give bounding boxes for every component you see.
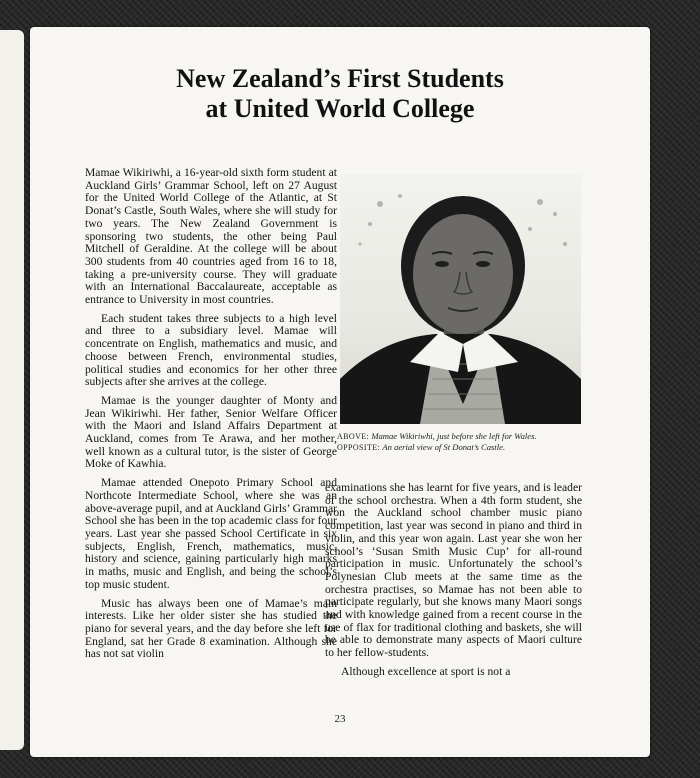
magazine-page xyxy=(30,27,650,757)
portrait-illustration xyxy=(340,174,581,424)
page-number: 23 xyxy=(334,713,346,725)
photo-caption xyxy=(337,431,587,453)
caption-opposite-label: OPPOSITE: xyxy=(337,443,381,452)
title-line-2: at United World College xyxy=(205,94,475,123)
previous-page-edge xyxy=(0,30,24,750)
title-line-1: New Zealand’s First Students xyxy=(176,64,504,93)
paragraph: Each student takes three subjects to a high level and three to a subsidiary level. Mamae will concentrate on English, mathematics and music, and choose between French, environmental studies, political studies and economics for her other three subjects after she arrives at the college. xyxy=(85,311,337,389)
paragraph: Music has always been one of Mamae’s main interests. Like her older sister she has studied the piano for several years, and the day before she left for England, sat her Grade 8 examination. Although she has not sat violin xyxy=(85,596,337,661)
right-column xyxy=(325,482,582,727)
paragraph: Mamae attended Onepoto Primary School and Northcote Intermediate School, where she was an above-average pupil, and at Auckland Girls’ Grammar School she has been in the top academic class for four years. Last year she passed School Certificate in six subjects, English, French, mathematics, music, history and science, gaining particularly high marks in maths, music and English, and being the school’s top music student. xyxy=(85,476,337,591)
left-column xyxy=(85,167,337,745)
caption-above-text: Mamae Wikiriwhi, just before she left for Wales. xyxy=(371,431,537,441)
portrait-photo xyxy=(340,174,581,424)
paragraph: Mamae Wikiriwhi, a 16-year-old sixth form student at Auckland Girls’ Grammar School, left on 27 August for the United World College of the Atlantic, at St Donat’s Castle, South Wales, where she will study for two years. The New Zealand Government is sponsoring two students, the other being Paul Mitchell of Geraldine. At the college will be about 300 students from 40 countries aged from 16 to 18, taking a pre-university course. They will graduate with an International Baccalaureate, acceptable as entrance to University in most countries. xyxy=(85,167,337,307)
caption-above-label: ABOVE: xyxy=(337,432,370,441)
paragraph: Mamae is the younger daughter of Monty and Jean Wikiriwhi. Her father, Senior Welfare Officer with the Maori and Island Affairs Department at Auckland, comes from Te Arawa, and her mother, well known as a cultural tutor, is the sister of George Moke of Kawhia. xyxy=(85,393,337,471)
article-title xyxy=(70,64,610,124)
caption-opposite-text: An aerial view of St Donat’s Castle. xyxy=(382,442,506,452)
paragraph: Although excellence at sport is not a xyxy=(341,664,511,678)
paragraph: examinations she has learnt for five years, and is leader of the school orchestra. When a 4th form student, she won the Auckland school chamber music piano competition, last year was second in piano and third in violin, and this year won again. Last year she won her school’s ‘Susan Smith Music Cup’ for all-round participation in music. Unfortunately the school’s Polynesian Club meets at the same time as the orchestra practises, so Mamae has not been able to participate regularly, but she knows many Maori songs and with knowledge gained from a recent course in the use of flax for traditional clothing and baskets, she will be able to demonstrate many aspects of Maori culture to her fellow-students. xyxy=(325,482,582,660)
